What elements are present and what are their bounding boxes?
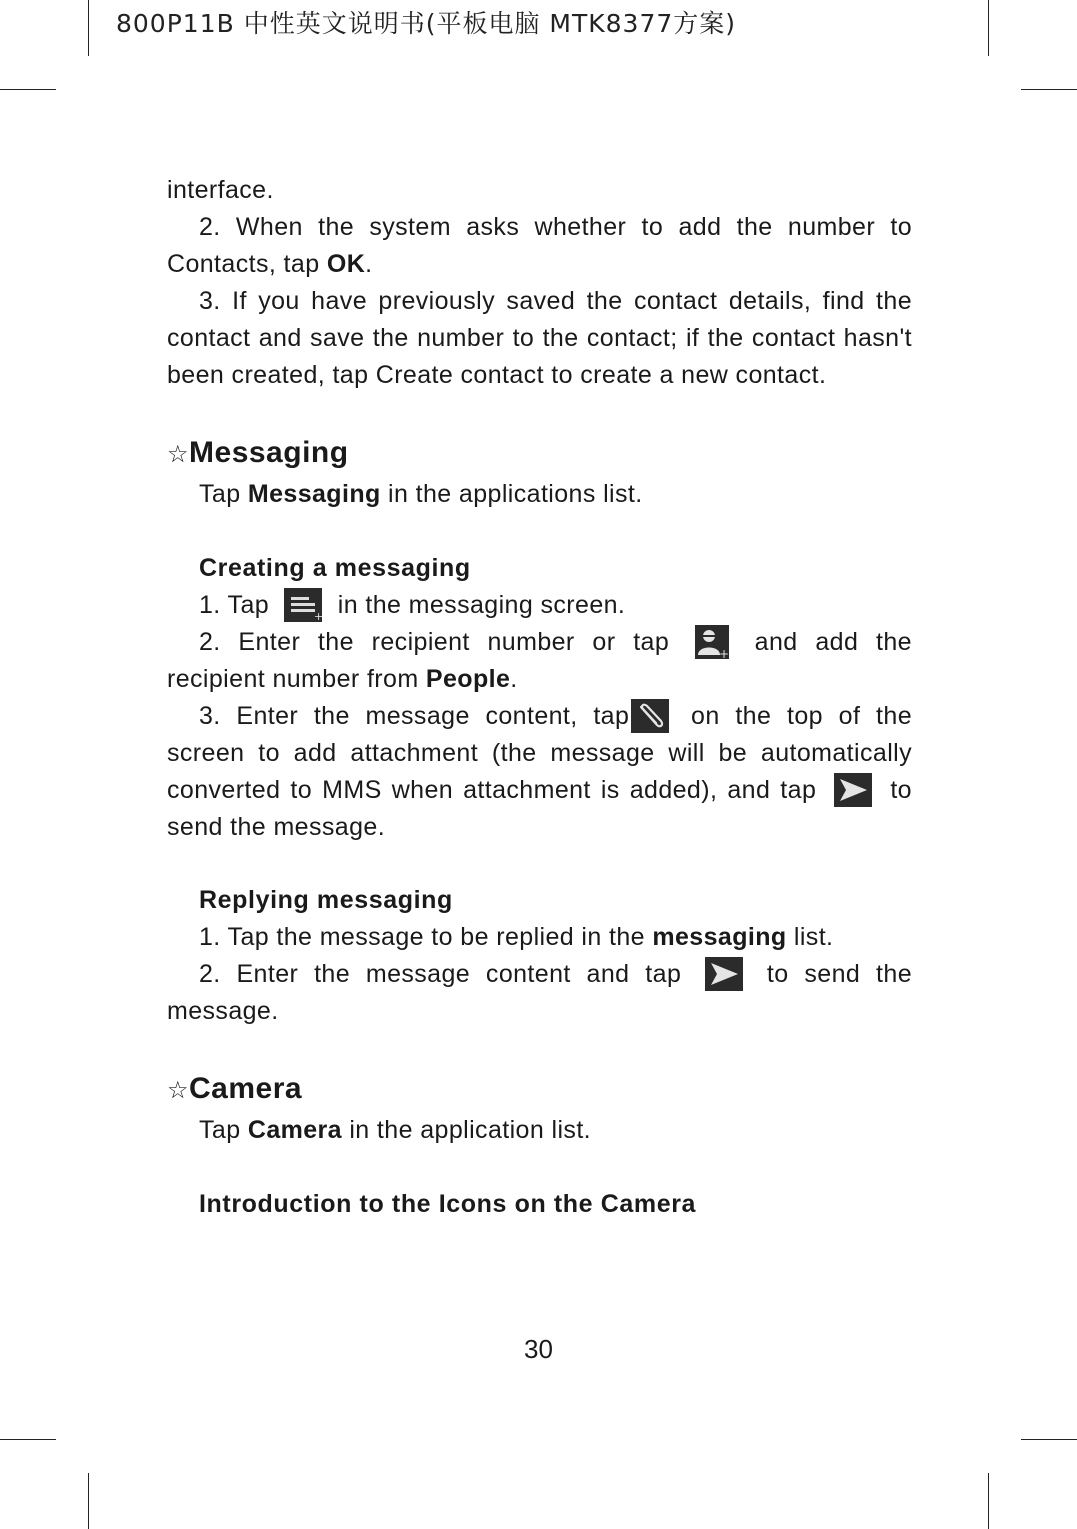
replying-step-1: [167, 919, 912, 956]
title-text: Messaging: [189, 436, 349, 469]
spacer: [167, 1149, 912, 1186]
creating-step-3: [167, 698, 912, 846]
add-contact-icon: [695, 625, 729, 659]
crop-mark: [1021, 89, 1077, 90]
creating-step-1: [167, 587, 912, 624]
crop-mark: [0, 1439, 56, 1440]
bold-text: messaging: [652, 923, 787, 951]
title-text: Camera: [189, 1072, 303, 1105]
text: 2. Enter the recipient number or tap: [199, 628, 687, 656]
svg-text:+: +: [314, 610, 325, 623]
section-title-camera: [167, 1067, 912, 1112]
text: in the messaging screen.: [330, 591, 626, 619]
star-icon: ☆: [167, 1076, 190, 1104]
text: to send the message.: [167, 960, 912, 1025]
text: on the top of the screen to add attachment (the message will be automatically converted to MMS when attachment is added), and tap: [167, 702, 912, 804]
spacer: [167, 513, 912, 550]
intro-step-2: [167, 209, 912, 283]
crop-mark: [0, 89, 56, 90]
text: .: [365, 250, 373, 278]
ok-label: OK: [326, 250, 366, 278]
star-icon: ☆: [167, 440, 190, 468]
section-title-messaging: [167, 431, 912, 476]
crop-mark: [988, 0, 989, 56]
spacer: [167, 1030, 912, 1067]
page-number: 30: [524, 1334, 553, 1364]
messaging-tap-line: [167, 476, 912, 513]
text: .: [510, 665, 518, 693]
send-icon: [834, 773, 872, 807]
bold-text: Camera: [247, 1116, 342, 1144]
bold-text: Messaging: [247, 480, 381, 508]
text: 2. When the system asks whether to add the number to Contacts, tap: [167, 213, 912, 278]
text: and add the recipient number from: [167, 628, 912, 693]
text: 3. Enter the message content, tap: [199, 702, 630, 730]
send-icon: [705, 957, 743, 991]
intro-step-3: 3. If you have previously saved the contact details, find the contact and save the number to the contact; if the contact hasn't been created, tap Create contact to create a new contact.: [167, 287, 912, 389]
heading-camera-icons: Introduction to the Icons on the Camera: [199, 1190, 697, 1218]
svg-text:+: +: [718, 647, 730, 661]
bold-text: People: [425, 665, 511, 693]
text: Tap: [199, 480, 248, 508]
replying-step-2: [167, 956, 912, 1030]
crop-mark: [988, 1473, 989, 1529]
spacer: [167, 846, 912, 882]
text: Tap: [199, 1116, 248, 1144]
crop-mark: [1021, 1439, 1077, 1440]
intro-line: interface.: [167, 176, 274, 204]
camera-tap-line: [167, 1112, 912, 1149]
text: 1. Tap: [199, 591, 277, 619]
heading-replying: Replying messaging: [199, 886, 453, 914]
paperclip-icon: [631, 699, 669, 733]
heading-creating: Creating a messaging: [199, 554, 471, 582]
text: in the applications list.: [380, 480, 643, 508]
text: to send the message.: [167, 776, 912, 841]
spacer: [167, 394, 912, 431]
document-header: 800P11B 中性英文说明书(平板电脑 MTK8377方案): [116, 9, 737, 38]
text: in the application list.: [341, 1116, 592, 1144]
text: list.: [786, 923, 834, 951]
crop-mark: [88, 0, 89, 56]
creating-step-2: [167, 624, 912, 698]
crop-mark: [88, 1473, 89, 1529]
new-message-icon: [284, 588, 325, 623]
text: 2. Enter the message content and tap: [199, 960, 698, 988]
text: 1. Tap the message to be replied in the: [199, 923, 653, 951]
page-content: [167, 172, 912, 1223]
